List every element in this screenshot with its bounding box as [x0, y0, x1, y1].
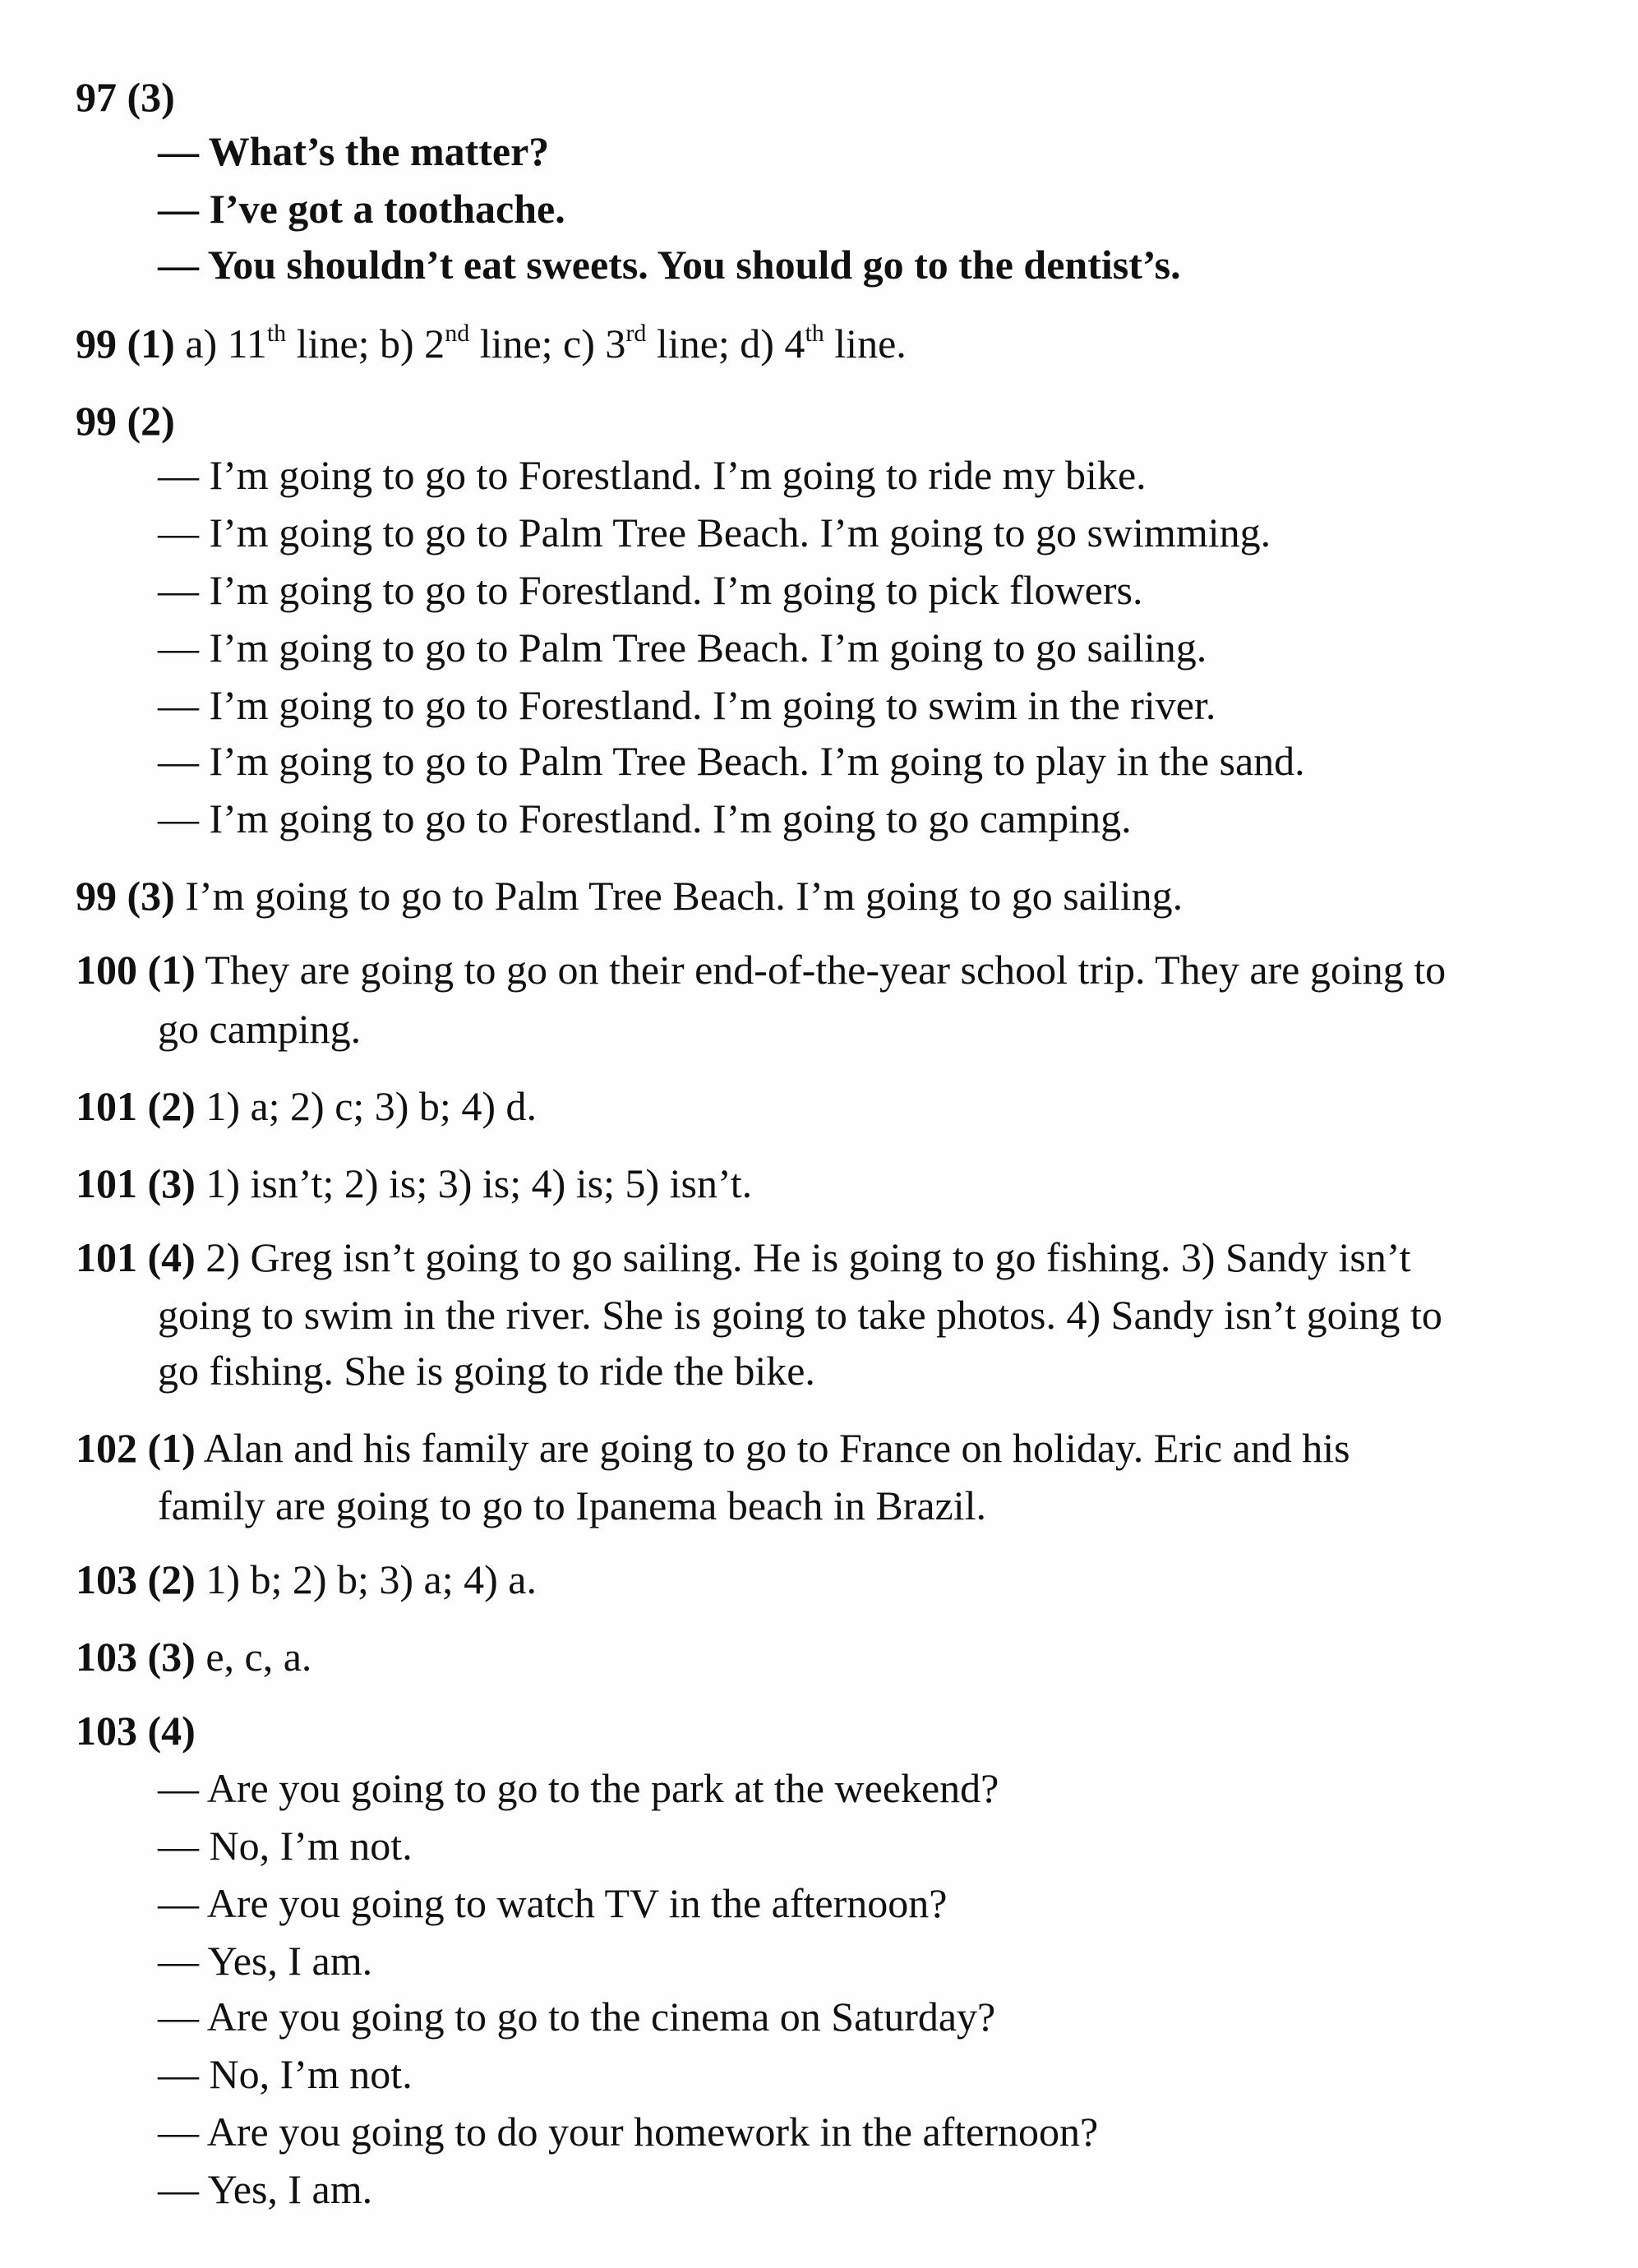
entry-100-1-number: 100 (1) [76, 947, 196, 993]
entry-103-3-number: 103 (3) [76, 1634, 196, 1680]
ordinal-suffix: nd [445, 320, 470, 348]
dialog-line: — No, I’m not. [158, 1823, 413, 1869]
entry-101-3-text: 1) isn’t; 2) is; 3) is; 4) is; 5) isn’t. [205, 1160, 753, 1206]
dialog-line: — You shouldn’t eat sweets. You should go to the dentist’s. [158, 242, 1181, 288]
entry-103-2-number: 103 (2) [76, 1556, 196, 1602]
entry-101-4-text: 2) Greg isn’t going to go sailing. He is going to go fishing. 3) Sandy isn’t [205, 1234, 1411, 1280]
dialog-line: — I’m going to go to Forestland. I’m going to ride my bike. [158, 452, 1147, 498]
entry-103-4-number: 103 (4) [76, 1708, 196, 1754]
entry-100-1-continuation: go camping. [158, 1006, 362, 1052]
ordinal-suffix: th [266, 320, 287, 348]
dialog-line: — Are you going to go to the park at the weekend? [158, 1765, 999, 1811]
entry-101-3-number: 101 (3) [76, 1160, 196, 1206]
entry-101-4 [76, 1233, 1410, 1282]
entry-99-1-number: 99 (1) [76, 320, 175, 366]
entry-103-3-text: e, c, a. [205, 1634, 312, 1680]
entry-102-1-text: Alan and his family are going to go to France on holiday. Eric and his [203, 1425, 1350, 1471]
entry-103-2-text: 1) b; 2) b; 3) a; 4) a. [205, 1556, 537, 1602]
entry-101-2-text: 1) a; 2) c; 3) b; 4) d. [205, 1083, 537, 1129]
dialog-line: — What’s the matter? [158, 128, 550, 174]
dialog-line: — I’m going to go to Palm Tree Beach. I’m going to play in the sand. [158, 738, 1305, 784]
ordinal-suffix: th [805, 320, 824, 348]
entry-99-3-text: I’m going to go to Palm Tree Beach. I’m going to go sailing. [185, 873, 1184, 919]
entry-101-4-continuation: go fishing. She is going to ride the bike. [158, 1348, 815, 1394]
dialog-line: — Are you going to go to the cinema on Saturday? [158, 1994, 996, 2040]
entry-103-2 [76, 1555, 537, 1604]
entry-99-1 [76, 319, 907, 368]
entry-102-1-continuation: family are going to go to Ipanema beach in Brazil. [158, 1482, 986, 1528]
entry-101-2 [76, 1081, 537, 1131]
entry-100-1 [76, 945, 1446, 994]
dialog-line: — Are you going to watch TV in the afternoon? [158, 1880, 948, 1926]
answer-c: line; c) 3 [469, 320, 626, 366]
entry-101-3 [76, 1159, 752, 1208]
dialog-line: — Yes, I am. [158, 2166, 373, 2212]
answer-d: line; d) 4 [646, 320, 805, 366]
dialog-line: — I’m going to go to Forestland. I’m going to go camping. [158, 795, 1132, 841]
dialog-line: — No, I’m not. [158, 2051, 413, 2097]
dialog-line: — I’ve got a toothache. [158, 186, 565, 232]
entry-101-2-number: 101 (2) [76, 1083, 196, 1129]
entry-101-4-number: 101 (4) [76, 1234, 196, 1280]
entry-100-1-text: They are going to go on their end-of-the-year school trip. They are going to [205, 947, 1447, 993]
answer-end: line. [824, 320, 907, 366]
entry-99-3-number: 99 (3) [76, 873, 175, 919]
entry-97-3-number: 97 (3) [76, 74, 175, 120]
entry-102-1 [76, 1423, 1350, 1473]
entry-99-2-number: 99 (2) [76, 398, 175, 444]
answer-b: line; b) 2 [286, 320, 445, 366]
answer-a: a) 11 [185, 320, 267, 366]
entry-102-1-number: 102 (1) [76, 1425, 196, 1471]
dialog-line: — I’m going to go to Forestland. I’m going to swim in the river. [158, 682, 1216, 728]
dialog-line: — I’m going to go to Palm Tree Beach. I’m going to go swimming. [158, 509, 1271, 555]
ordinal-suffix: rd [625, 320, 647, 348]
dialog-line: — Yes, I am. [158, 1938, 373, 1984]
entry-99-3 [76, 871, 1183, 920]
entry-103-3 [76, 1632, 311, 1681]
dialog-line: — Are you going to do your homework in the afternoon? [158, 2109, 1099, 2155]
entry-101-4-continuation: going to swim in the river. She is going to take photos. 4) Sandy isn’t going to [158, 1292, 1442, 1338]
dialog-line: — I’m going to go to Forestland. I’m going to pick flowers. [158, 567, 1143, 613]
dialog-line: — I’m going to go to Palm Tree Beach. I’m going to go sailing. [158, 625, 1207, 671]
